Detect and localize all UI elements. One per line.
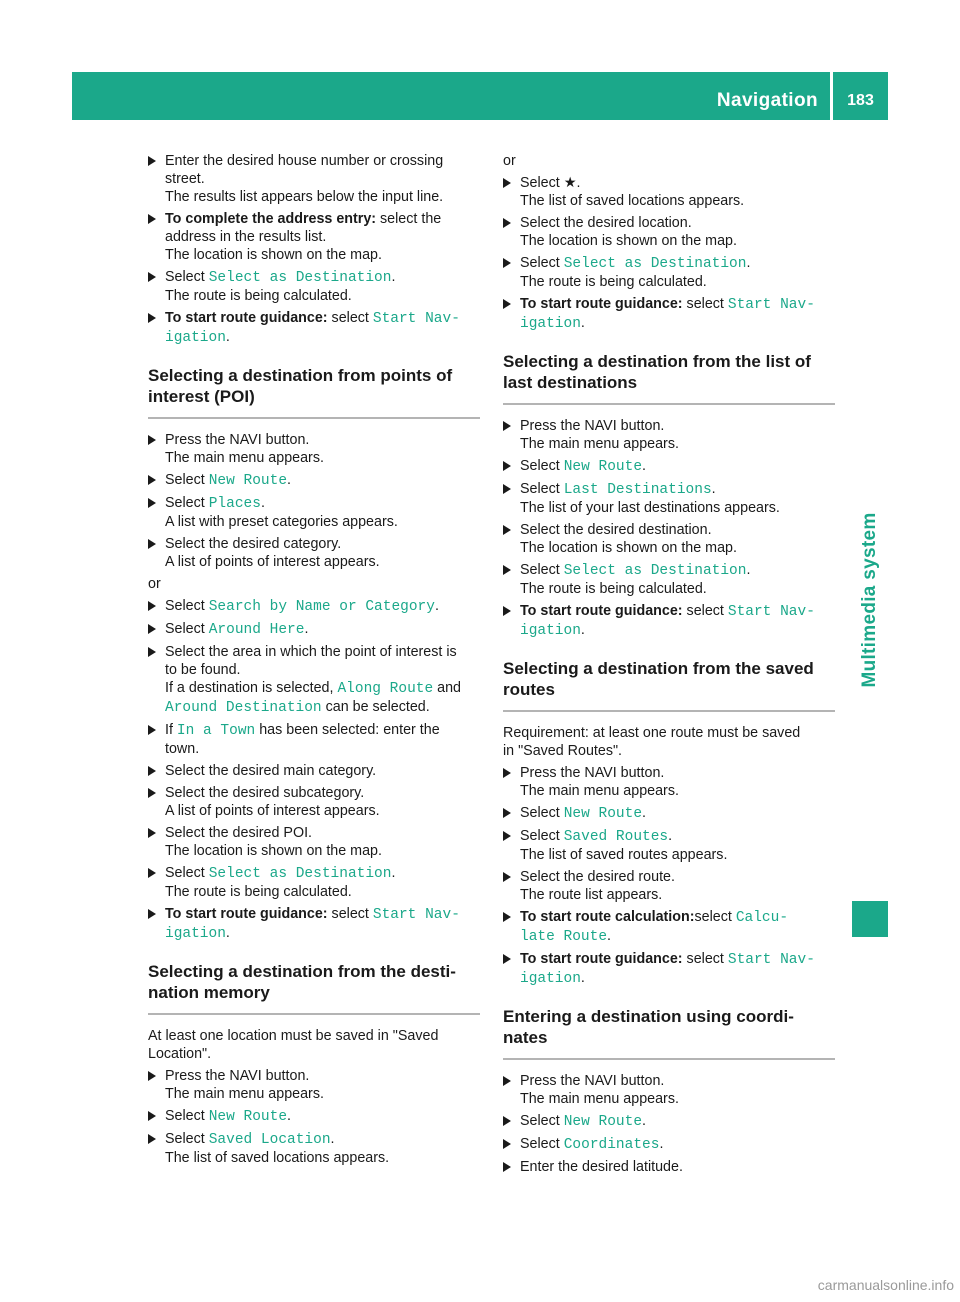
arrow-icon (148, 725, 156, 735)
or-text: or (503, 153, 516, 169)
step: Press the NAVI button. The main menu appears. (148, 431, 480, 467)
step: Select New Route. (503, 804, 835, 823)
arrow-icon (148, 647, 156, 657)
step: Press the NAVI button. The main menu appears. (503, 417, 835, 453)
step: To start route guidance: select Start Nav- igation. (148, 905, 480, 943)
paragraph: Requirement: at least one route must be saved in "Saved Routes". (503, 725, 801, 759)
left-column (148, 152, 480, 1171)
arrow-icon (148, 909, 156, 919)
step: Enter the desired house number or crossing street. The results list appears below the input line. (148, 152, 480, 206)
arrow-icon (503, 1162, 511, 1172)
arrow-icon (148, 1111, 156, 1121)
step: Select Saved Location. The list of saved locations appears. (148, 1130, 480, 1167)
arrow-icon (503, 954, 511, 964)
arrow-icon (148, 601, 156, 611)
step: Select New Route. (503, 1112, 835, 1131)
step: Select Select as Destination. The route is being calculated. (148, 268, 480, 305)
section-heading: Entering a destination using coordi- nates (503, 1006, 835, 1060)
side-tab-marker (852, 901, 888, 937)
step: To start route guidance: select Start Nav- igation. (503, 602, 835, 640)
page-title: Navigation (716, 90, 818, 111)
arrow-icon (148, 868, 156, 878)
menu-item-code: Start Nav- (372, 311, 460, 327)
arrow-icon (148, 156, 156, 166)
paragraph: At least one location must be saved in "Saved Location". (148, 1028, 439, 1062)
arrow-icon (503, 461, 511, 471)
arrow-icon (148, 214, 156, 224)
step: Select ★. The list of saved locations appears. (503, 174, 835, 210)
step: Enter the desired latitude. (503, 1158, 835, 1176)
arrow-icon (503, 525, 511, 535)
star-icon: ★ (563, 175, 577, 191)
step: Select Select as Destination. The route is being calculated. (148, 864, 480, 901)
step: Select the desired POI. The location is shown on the map. (148, 824, 480, 860)
step: Select Saved Routes. The list of saved routes appears. (503, 827, 835, 864)
page-number: 183 (847, 92, 874, 109)
step: Select Search by Name or Category. (148, 597, 480, 616)
arrow-icon (503, 178, 511, 188)
arrow-icon (503, 218, 511, 228)
step: Select the area in which the point of interest is to be found. If a destination is selected, Along Route and Around Destination can be selected. (148, 643, 480, 717)
page-number-box (833, 72, 888, 120)
step: Select the desired subcategory. A list of points of interest appears. (148, 784, 480, 820)
step: To start route guidance: select Start Nav- igation. (148, 309, 480, 347)
arrow-icon (148, 313, 156, 323)
step: Select Coordinates. (503, 1135, 835, 1154)
arrow-icon (503, 872, 511, 882)
arrow-icon (503, 299, 511, 309)
arrow-icon (503, 1076, 511, 1086)
arrow-icon (148, 435, 156, 445)
arrow-icon (148, 1134, 156, 1144)
arrow-icon (503, 421, 511, 431)
header-title-box (672, 72, 830, 120)
step: Select the desired route. The route list appears. (503, 868, 835, 904)
step: Select Around Here. (148, 620, 480, 639)
menu-item-code: Select as Destination (208, 270, 392, 286)
step: Select the desired location. The location is shown on the map. (503, 214, 835, 250)
step: To complete the address entry: select the address in the results list. The location is shown on the map. (148, 210, 480, 264)
watermark: carmanualsonline.info (817, 1277, 954, 1293)
arrow-icon (503, 1116, 511, 1126)
arrow-icon (503, 768, 511, 778)
arrow-icon (148, 624, 156, 634)
section-heading: Selecting a destination from points of interest (POI) (148, 365, 480, 419)
arrow-icon (503, 1139, 511, 1149)
step: Select the desired destination. The location is shown on the map. (503, 521, 835, 557)
arrow-icon (503, 606, 511, 616)
arrow-icon (148, 498, 156, 508)
step: To start route guidance: select Start Nav- igation. (503, 950, 835, 988)
arrow-icon (503, 258, 511, 268)
right-column (503, 152, 835, 1180)
step: Select New Route. (148, 471, 480, 490)
arrow-icon (503, 912, 511, 922)
arrow-icon (503, 808, 511, 818)
step: Select the desired category. A list of points of interest appears. (148, 535, 480, 571)
step: If In a Town has been selected: enter the town. (148, 721, 480, 758)
arrow-icon (503, 484, 511, 494)
step: Select the desired main category. (148, 762, 480, 780)
step: Select New Route. (503, 457, 835, 476)
arrow-icon (148, 766, 156, 776)
step: Press the NAVI button. The main menu appears. (503, 1072, 835, 1108)
step: To start route guidance: select Start Nav- igation. (503, 295, 835, 333)
step: Press the NAVI button. The main menu appears. (503, 764, 835, 800)
step: Select Last Destinations. The list of your last destinations appears. (503, 480, 835, 517)
step: Select New Route. (148, 1107, 480, 1126)
step: To start route calculation:select Calcu- late Route. (503, 908, 835, 946)
arrow-icon (148, 828, 156, 838)
arrow-icon (503, 565, 511, 575)
section-heading: Selecting a destination from the saved routes (503, 658, 835, 712)
or-text: or (148, 576, 161, 592)
arrow-icon (148, 788, 156, 798)
section-heading: Selecting a destination from the desti- nation memory (148, 961, 480, 1015)
arrow-icon (148, 272, 156, 282)
arrow-icon (148, 475, 156, 485)
arrow-icon (503, 831, 511, 841)
step: Select Select as Destination. The route is being calculated. (503, 254, 835, 291)
arrow-icon (148, 1071, 156, 1081)
section-heading: Selecting a destination from the list of last destinations (503, 351, 835, 405)
side-tab-label: Multimedia system (859, 512, 880, 688)
step: Select Select as Destination. The route is being calculated. (503, 561, 835, 598)
arrow-icon (148, 539, 156, 549)
step: Select Places. A list with preset categories appears. (148, 494, 480, 531)
step: Press the NAVI button. The main menu appears. (148, 1067, 480, 1103)
